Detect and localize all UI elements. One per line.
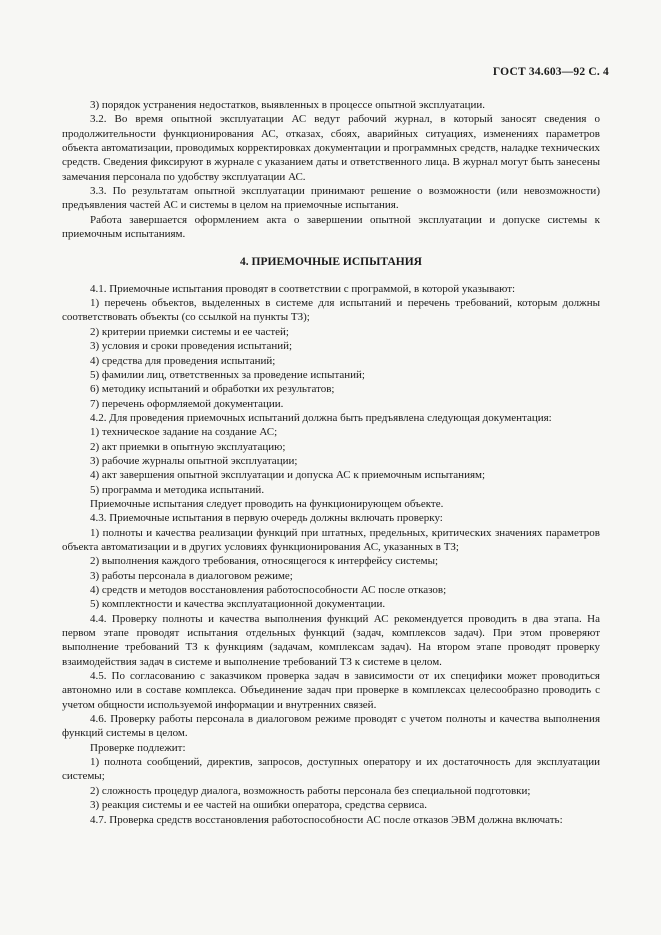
list-item: 3) рабочие журналы опытной эксплуатации; <box>90 454 298 467</box>
list-item: 3) работы персонала в диалоговом режиме; <box>90 569 293 582</box>
list-item: 4) средств и методов восстановления работоспособности АС после отказов; <box>90 584 447 596</box>
list-item: 3) условия и сроки проведения испытаний; <box>90 340 293 353</box>
paragraph: 4.7. Проверка средств восстановления работоспособности АС после отказов ЭВМ должна включать: <box>90 813 563 826</box>
paragraph: Работа завершается оформлением акта о завершении опытной эксплуатации и допуске системы к приемочным испытаниям. <box>62 213 600 241</box>
list-item: 1) перечень объектов, выделенных в системе для испытаний и перечень требований, которым должны соответствовать объекты (со ссылкой на пункты ТЗ); <box>62 297 600 324</box>
paragraph: 4.4. Проверку полноты и качества выполнения функций АС рекомендуется проводить в два этапа. На первом этапе проводят испытания отдельных функций (задач, комплексов задач). При этом проверяют выполнение требований ТЗ к функциям (задачам, комплексам задач). На втором этапе проводят проверку взаимодействия задач в системе и выполнение требований ТЗ к системе в целом. <box>62 612 600 668</box>
list-item: 4) средства для проведения испытаний; <box>90 354 276 367</box>
paragraph: 4.3. Приемочные испытания в первую очередь должны включать проверку: <box>90 512 443 525</box>
list-item: 5) комплектности и качества эксплуатационной документации. <box>90 598 386 611</box>
list-item: 5) программа и методика испытаний. <box>90 483 265 496</box>
paragraph: Приемочные испытания следует проводить на функционирующем объекте. <box>90 497 444 510</box>
paragraph: 4.1. Приемочные испытания проводят в соответствии с программой, в которой указывают: <box>90 282 516 295</box>
list-item: 1) полноты и качества реализации функций при штатных, предельных, критических значениях параметров объекта автоматизации и в других условиях функционирования АС, указанных в ТЗ; <box>62 526 600 553</box>
paragraph: 3.3. По результатам опытной эксплуатации принимают решение о возможности (или невозможности) предъявления частей АС и системы в целом на приемочные испытания. <box>62 185 600 212</box>
paragraph: Проверке подлежит: <box>90 741 186 754</box>
paragraph: 4.2. Для проведения приемочных испытаний должна быть предъявлена следующая документация: <box>90 411 552 424</box>
section-title: 4. ПРИЕМОЧНЫЕ ИСПЫТАНИЯ <box>240 256 422 269</box>
paragraph: 3) порядок устранения недостатков, выявленных в процессе опытной эксплуатации. <box>90 99 486 111</box>
page-header: ГОСТ 34.603—92 С. 4 <box>492 66 609 78</box>
paragraph: 3.2. Во время опытной эксплуатации АС ведут рабочий журнал, в который заносят сведения о продолжительности функционирования АС, отказах, сбоях, аварийных ситуациях, изменениях параметров объекта автоматизации, проводимых корректировках документации и программных средств, наладке технических средств. Сведения фиксируют в журнале с указанием даты и ответственного лица. В журнал могут быть занесены замечания персонала по удобству эксплуатации АС. <box>62 113 600 183</box>
paragraph: 4.5. По согласованию с заказчиком проверка задач в зависимости от их специфики может проводиться автономно или в составе комплекса. Объединение задач при проверке в комплексах целесообразно проводить с учетом общности используемой информации и внутренних связей. <box>62 670 600 711</box>
list-item: 2) акт приемки в опытную эксплуатацию; <box>90 440 286 453</box>
list-item: 2) критерии приемки системы и ее частей; <box>90 325 289 338</box>
list-item: 4) акт завершения опытной эксплуатации и допуска АС к приемочным испытаниям; <box>90 469 486 482</box>
document-body <box>62 98 600 827</box>
list-item: 2) сложность процедур диалога, возможность работы персонала без специальной подготовки; <box>90 784 531 797</box>
list-item: 2) выполнения каждого требования, относящегося к интерфейсу системы; <box>90 555 439 568</box>
list-item: 6) методику испытаний и обработки их результатов; <box>90 383 335 396</box>
list-item: 7) перечень оформляемой документации. <box>90 397 284 410</box>
list-item: 1) техническое задание на создание АС; <box>90 426 278 439</box>
list-item: 3) реакция системы и ее частей на ошибки оператора, средства сервиса. <box>90 799 428 812</box>
list-item: 5) фамилии лиц, ответственных за проведение испытаний; <box>90 368 365 381</box>
list-item: 1) полнота сообщений, директив, запросов, доступных оператору и их достаточность для эксплуатации системы; <box>62 756 600 783</box>
paragraph: 4.6. Проверку работы персонала в диалоговом режиме проводят с учетом полноты и качества выполнения функций системы в целом. <box>62 713 600 740</box>
